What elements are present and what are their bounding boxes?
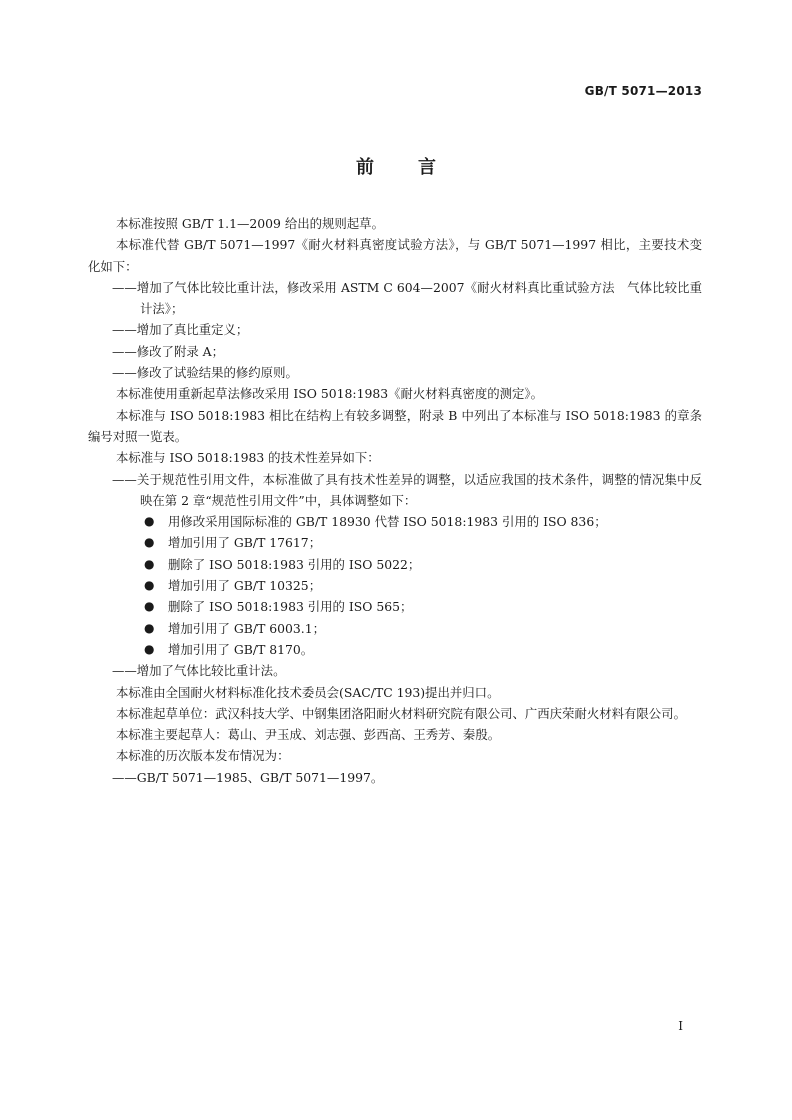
list-item-text: 删除了 ISO 5018:1983 引用的 ISO 565；: [168, 599, 413, 615]
list-item-text: 增加引用了 GB/T 10325；: [168, 578, 322, 594]
paragraph-structure: 本标准与 ISO 5018:1983 相比在结构上有较多调整，附录 B 中列出了本标准与 ISO 5018:1983 的章条编号对照一览表。: [88, 407, 702, 444]
list-item: [88, 575, 702, 596]
paragraph-history: 本标准的历次版本发布情况为：: [116, 748, 290, 764]
difference-outro: ——增加了气体比较比重计法。: [112, 663, 286, 679]
change-item: ——修改了试验结果的修约原则。: [112, 365, 298, 381]
paragraph-drafting-rules: 本标准按照 GB/T 1.1—2009 给出的规则起草。: [116, 216, 384, 231]
list-item: [88, 554, 702, 575]
bullet-icon: ●: [144, 535, 155, 550]
paragraph-proposer: 本标准由全国耐火材料标准化技术委员会(SAC/TC 193)提出并归口。: [116, 684, 500, 700]
bullet-icon: ●: [144, 620, 155, 635]
foreword-body: [88, 213, 702, 788]
list-item-text: 用修改采用国际标准的 GB/T 18930 代替 ISO 5018:1983 引用的 ISO 836；: [168, 514, 607, 530]
list-item: [88, 596, 702, 617]
difference-bullet-list: [88, 511, 702, 660]
page-number: I: [678, 1019, 683, 1033]
list-item-text: 删除了 ISO 5018:1983 引用的 ISO 5022；: [168, 556, 421, 572]
bullet-icon: ●: [144, 578, 155, 593]
list-item: [88, 639, 702, 660]
history-item: ——GB/T 5071—1985、GB/T 5071—1997。: [112, 769, 384, 785]
paragraph-drafters: 本标准主要起草人：葛山、尹玉成、刘志强、彭西高、王秀芳、秦殷。: [116, 727, 501, 743]
page-title: 前言: [356, 157, 480, 178]
bullet-icon: ●: [144, 641, 155, 656]
difference-intro: ——关于规范性引用文件，本标准做了具有技术性差异的调整，以适应我国的技术条件，调整的情况集中反映在第 2 章“规范性引用文件”中，具体调整如下：: [112, 471, 702, 508]
change-item: ——增加了真比重定义；: [112, 322, 249, 338]
paragraph-iso-adoption: 本标准使用重新起草法修改采用 ISO 5018:1983《耐火材料真密度的测定》。: [116, 386, 544, 402]
standard-number: GB/T 5071—2013: [584, 84, 702, 98]
paragraph-technical-differences: 本标准与 ISO 5018:1983 的技术性差异如下：: [116, 450, 380, 466]
change-item: ——修改了附录 A；: [112, 343, 225, 359]
list-item: [88, 532, 702, 553]
list-item-text: 增加引用了 GB/T 17617；: [168, 535, 322, 551]
bullet-icon: ●: [144, 556, 155, 571]
list-item-text: 增加引用了 GB/T 6003.1；: [168, 620, 326, 636]
list-item-text: 增加引用了 GB/T 8170。: [168, 641, 314, 657]
bullet-icon: ●: [144, 599, 155, 614]
bullet-icon: ●: [144, 514, 155, 529]
change-item: ——增加了气体比较比重计法，修改采用 ASTM C 604—2007《耐火材料真比重试验方法 气体比较比重计法》；: [112, 279, 702, 317]
list-item: [88, 511, 702, 532]
list-item: [88, 618, 702, 639]
paragraph-replacement: 本标准代替 GB/T 5071—1997《耐火材料真密度试验方法》，与 GB/T 5071—1997 相比，主要技术变化如下：: [88, 237, 702, 274]
paragraph-drafting-units: 本标准起草单位：武汉科技大学、中钢集团洛阳耐火材料研究院有限公司、广西庆荣耐火材料有限公司。: [116, 705, 686, 721]
